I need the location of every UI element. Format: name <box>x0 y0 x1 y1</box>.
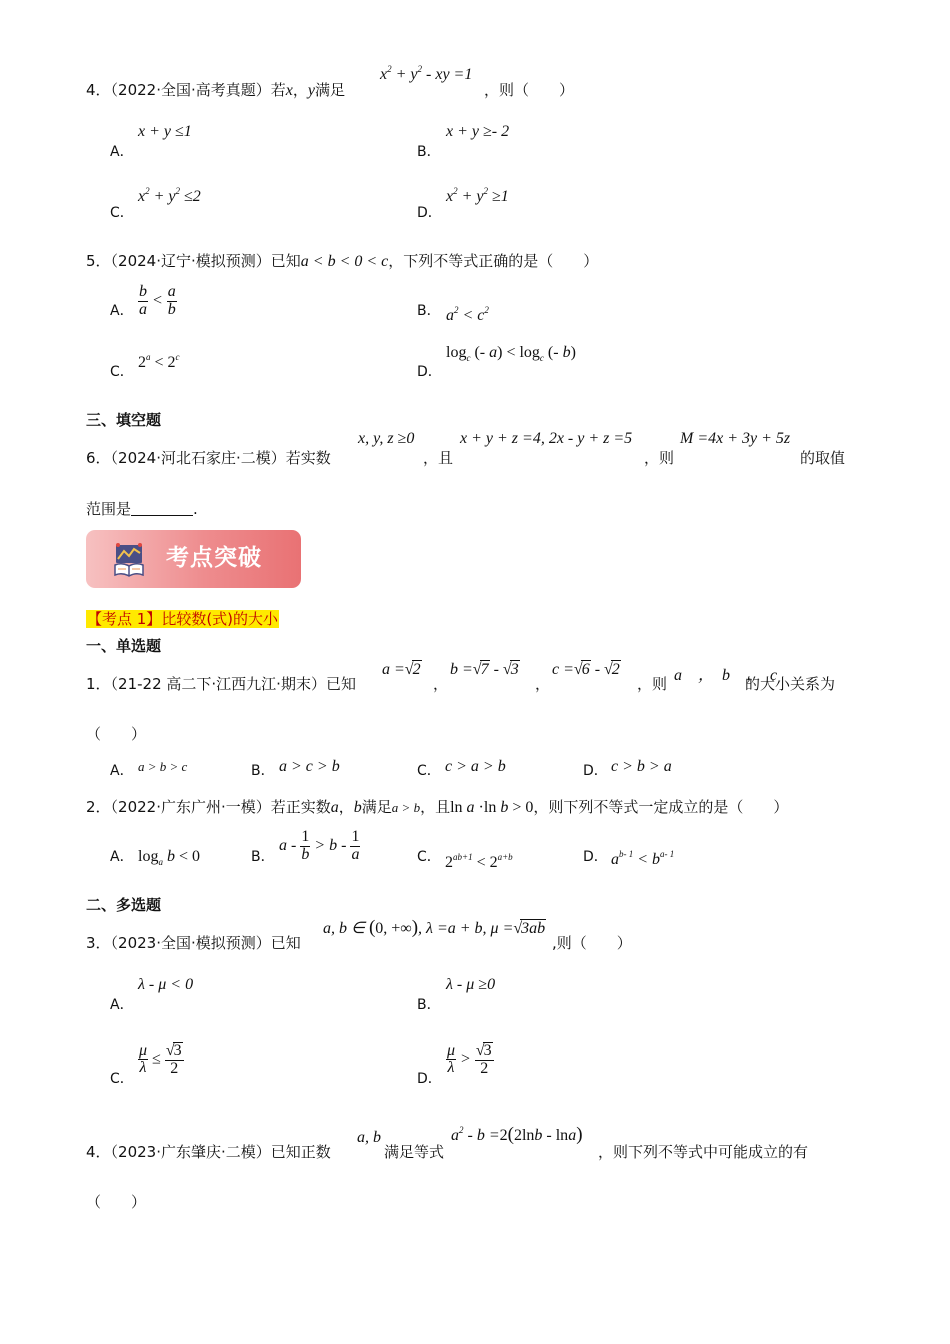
q4-number: 4． <box>86 81 111 99</box>
q4-option-c-formula[interactable]: $x^2 + y^2 \le 2$ <box>138 186 201 205</box>
q1-formula: a =√2 <box>382 661 421 678</box>
q2-option-c-label[interactable]: C． <box>417 849 441 865</box>
q1-option-d-formula[interactable]: c > b > a <box>611 758 672 775</box>
key-point-1-heading <box>86 608 279 629</box>
q1-formula-b: b =√7 - √3 <box>450 661 519 678</box>
q2-option-d-formula[interactable]: $a^{b- 1} < b^{a- 1}$ <box>611 849 675 868</box>
q3-option-a-formula[interactable]: λ - μ < 0 <box>138 976 194 993</box>
q6-target-formula: M =4x + 3y + 5z <box>680 430 791 447</box>
q4-option-d-formula[interactable]: $x^2 + y^2 \ge 1$ <box>446 186 509 205</box>
book-icon <box>112 541 146 581</box>
q3-option-b-label[interactable]: B． <box>417 997 441 1013</box>
q4b-vars: a, b <box>357 1129 381 1146</box>
q3-tail: ,则（ ） <box>552 934 632 952</box>
q5-line: 5．（2024·辽宁·模拟预测）已知a < b < 0 < c，下列不等式正确的是（ ） <box>86 252 599 270</box>
q1-formula-c: c =√6 - √2 <box>552 661 620 678</box>
q1-paren: （ ） <box>86 725 147 743</box>
q5-option-d-formula[interactable]: $\log_c$ (- $a) < \log_c$ (- b) <box>446 344 576 363</box>
q4-condition-formula: $x^2 + y^2$ - xy =1 <box>380 64 473 83</box>
q1-line1 <box>86 673 356 694</box>
q2-cond1: a > b <box>391 800 421 815</box>
q5-option-a-formula[interactable]: $\frac{b}{a}$ < $\frac{a}{b}$ <box>139 283 176 318</box>
q6-number: 6． <box>86 449 111 467</box>
q2-option-a-label[interactable]: A． <box>110 849 134 865</box>
q6-and: ，且 <box>423 449 454 467</box>
q5-option-b-label[interactable]: B． <box>417 303 441 319</box>
q2-option-b-label[interactable]: B． <box>251 849 275 865</box>
q5-option-c-label[interactable]: C． <box>110 364 134 380</box>
q6-source: （2024·河北石家庄·二模）若实数 <box>110 449 331 467</box>
key-points-banner <box>86 530 301 588</box>
q4-bottom-line <box>86 1141 331 1162</box>
q1-option-a-label[interactable]: A． <box>110 763 134 779</box>
q1-number: 1． <box>86 675 111 693</box>
q6-constraint-formula: x + y + z =4, 2x - y + z =5 <box>460 430 633 447</box>
section-single-choice-heading: 一、单选题 <box>86 637 162 655</box>
q1-vars: a ， b ， c <box>674 667 778 684</box>
q1-then: ，则 <box>637 675 668 693</box>
q3-option-c-formula[interactable]: $\frac{\mu}{\lambda}$ ≤ $\frac{√3}{2}$ <box>139 1041 182 1077</box>
q5-number: 5． <box>86 252 111 270</box>
q5-option-a-label[interactable]: A． <box>110 303 134 319</box>
q4b-formula: $a^2 - b =2(2\ln b - \ln a)$ <box>451 1124 583 1145</box>
q6-then: ，则 <box>644 449 675 467</box>
q5-option-d-label[interactable]: D． <box>417 364 442 380</box>
q4-top-line: 4．（2022·全国·高考真题）若x，y满足 <box>86 81 346 99</box>
q1-tail: 的大小关系为 <box>745 675 836 693</box>
q2-option-d-label[interactable]: D． <box>583 849 608 865</box>
var-y: y <box>307 82 315 99</box>
q4-tail: ，则（ ） <box>484 81 575 99</box>
q5-condition-formula: a < b < 0 < c <box>300 253 389 270</box>
q6-line2: 范围是 . <box>86 500 198 518</box>
banner-title: 考点突破 <box>166 545 262 571</box>
q3-line <box>86 932 301 953</box>
q6-domain-formula: x, y, z ≥0 <box>358 430 415 447</box>
q4-option-b-label[interactable]: B． <box>417 144 441 160</box>
q3-formula: a, b ∈ (0, +∞), λ =a + b, μ =√3ab <box>323 917 546 938</box>
q3-option-d-formula[interactable]: $\frac{\mu}{\lambda}$ > $\frac{√3}{2}$ <box>447 1041 492 1077</box>
q2-number: 2． <box>86 798 111 816</box>
q1-source: （21-22 高二下·江西九江·期末）已知 <box>110 675 356 693</box>
q1-option-c-formula[interactable]: c > a > b <box>445 758 506 775</box>
q6-line1 <box>86 447 331 468</box>
q5-option-c-formula[interactable]: $2^a < 2^c$ <box>138 352 180 371</box>
q2-source: （2022·广东广州·一模）若正实数 <box>110 798 331 816</box>
section-fill-blank-heading: 三、填空题 <box>86 411 162 429</box>
q3-option-a-label[interactable]: A． <box>110 997 134 1013</box>
q4b-tail: ，则下列不等式中可能成立的有 <box>598 1143 809 1161</box>
section-multi-choice-heading: 二、多选题 <box>86 896 162 914</box>
answer-blank[interactable] <box>131 501 193 516</box>
q3-source: （2023·全国·模拟预测）已知 <box>110 934 301 952</box>
q2-option-a-formula[interactable]: $\log_a b < 0$ <box>138 848 200 867</box>
q4b-number: 4． <box>86 1143 111 1161</box>
q4-option-b-formula[interactable]: x + y ≥- 2 <box>446 123 510 140</box>
q1-option-a-formula[interactable]: a > b > c <box>138 759 188 774</box>
q4-option-a-label[interactable]: A． <box>110 144 134 160</box>
q1-option-b-label[interactable]: B． <box>251 763 275 779</box>
q2-option-c-formula[interactable]: $2^{ab+1} < 2^{a+b}$ <box>445 852 513 871</box>
var-x: x <box>285 82 293 99</box>
q4b-paren: （ ） <box>86 1193 147 1211</box>
key-point-label: 【考点 1】比较数(式)的大小 <box>87 610 279 628</box>
q2-line: 2．（2022·广东广州·一模）若正实数a，b满足a > b，且ln a ·ln b > 0，则下列不等式一定成立的是（ ） <box>86 798 789 816</box>
q4-source: （2022·全国·高考真题）若 <box>110 81 286 99</box>
q2-option-b-formula[interactable]: a - $\frac{1}{b}$ > b - $\frac{1}{a}$ <box>279 828 360 863</box>
q3-option-b-formula[interactable]: λ - μ ≥0 <box>446 976 496 993</box>
q5-option-b-formula[interactable]: $a^2 < c^2$ <box>446 305 489 324</box>
q6-tail: 的取值 <box>800 449 846 467</box>
q5-source: （2024·辽宁·模拟预测）已知 <box>110 252 301 270</box>
q4b-mid: 满足等式 <box>384 1143 445 1161</box>
q4-option-a-formula[interactable]: x + y ≤1 <box>138 123 192 140</box>
q1-option-b-formula[interactable]: a > c > b <box>279 758 340 775</box>
q4b-source: （2023·广东肇庆·二模）已知正数 <box>110 1143 331 1161</box>
q4-option-d-label[interactable]: D． <box>417 205 442 221</box>
q3-number: 3． <box>86 934 111 952</box>
q1-option-d-label[interactable]: D． <box>583 763 608 779</box>
q3-option-d-label[interactable]: D． <box>417 1071 442 1087</box>
q2-cond2: ln a ·ln b > 0 <box>450 799 534 816</box>
q4-option-c-label[interactable]: C． <box>110 205 134 221</box>
q1-option-c-label[interactable]: C． <box>417 763 441 779</box>
q3-option-c-label[interactable]: C． <box>110 1071 134 1087</box>
